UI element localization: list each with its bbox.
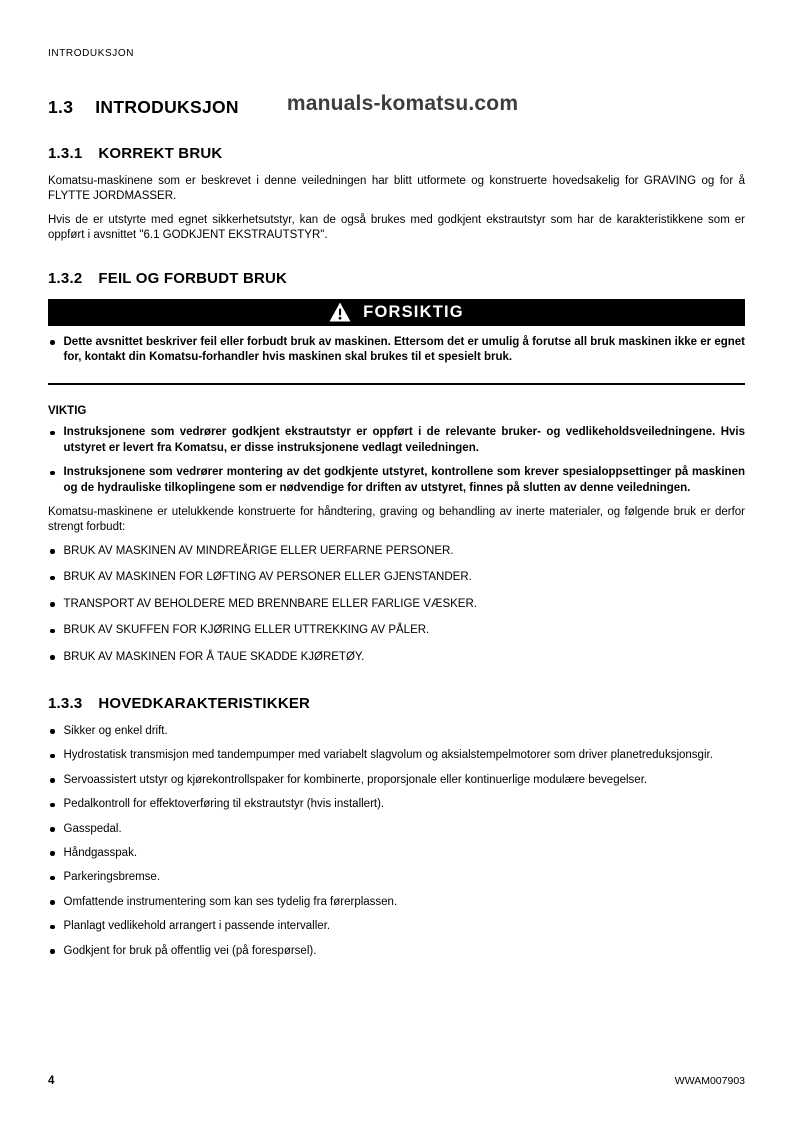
- caution-banner: [48, 299, 745, 326]
- bullet-icon: [50, 851, 55, 856]
- forbidden-use-item: BRUK AV MASKINEN FOR LØFTING AV PERSONER ELLER GJENSTANDER.: [48, 570, 745, 585]
- feature-item: Hydrostatisk transmisjon med tandempumper med variabelt slagvolum og aksialstempelmotorer som driver planetreduksjonsgir.: [48, 748, 745, 763]
- section-number: 1.3: [48, 97, 74, 117]
- section-1-3-2: [48, 270, 745, 665]
- caution-box: [48, 299, 745, 386]
- forbidden-use-item: TRANSPORT AV BEHOLDERE MED BRENNBARE ELLER FARLIGE VÆSKER.: [48, 597, 745, 612]
- bullet-icon: [50, 778, 55, 783]
- feature-item: Håndgasspak.: [48, 846, 745, 861]
- subsection-heading: [48, 695, 745, 712]
- bullet-icon: [50, 655, 55, 660]
- bullet-icon: [50, 900, 55, 905]
- bullet-icon: [50, 925, 55, 930]
- feature-item: Omfattende instrumentering som kan ses tydelig fra førerplassen.: [48, 895, 745, 910]
- subsection-heading: [48, 145, 745, 162]
- bullet-icon: [50, 602, 55, 607]
- feature-item: Sikker og enkel drift.: [48, 724, 745, 739]
- subsection-number: 1.3.3: [48, 694, 83, 712]
- bullet-icon: [50, 431, 55, 436]
- bullet-icon: [50, 949, 55, 954]
- forbidden-use-item: BRUK AV SKUFFEN FOR KJØRING ELLER UTTREKKING AV PÅLER.: [48, 623, 745, 638]
- bullet-icon: [50, 471, 55, 476]
- bullet-icon: [50, 340, 55, 345]
- paragraph: Komatsu-maskinene som er beskrevet i denne veiledningen har blitt utformete og konstruerte hovedsakelig for GRAVING og for å FLYTTE JORDMASSER.: [48, 175, 745, 203]
- page-number: 4: [48, 1075, 55, 1087]
- warning-triangle-icon: [329, 302, 351, 322]
- document-code: WWAM007903: [674, 1075, 745, 1087]
- watermark-text: manuals-komatsu.com: [286, 92, 519, 115]
- important-item: Instruksjonene som vedrører montering av det godkjente utstyret, kontrollene som krever spesialoppsettinger på maskinen og de hydrauliske tilkoplingene som er nødvendige for driften av utstyret, finnes på slutten av denne veiledningen.: [48, 465, 745, 496]
- subsection-number: 1.3.2: [48, 269, 83, 287]
- forbidden-use-item: BRUK AV MASKINEN AV MINDREÅRIGE ELLER UERFARNE PERSONER.: [48, 544, 745, 559]
- subsection-heading: [48, 270, 745, 287]
- caution-label: FORSIKTIG: [363, 302, 464, 321]
- section-1-3-3: [48, 695, 745, 959]
- running-header: INTRODUKSJON: [48, 48, 135, 59]
- bullet-icon: [50, 549, 55, 554]
- subsection-title: HOVEDKARAKTERISTIKKER: [98, 694, 311, 712]
- section-title: INTRODUKSJON: [95, 97, 239, 117]
- page-title: [48, 97, 239, 118]
- bullet-icon: [50, 754, 55, 759]
- bullet-icon: [50, 576, 55, 581]
- bullet-icon: [50, 803, 55, 808]
- bullet-icon: [50, 827, 55, 832]
- feature-item: Godkjent for bruk på offentlig vei (på forespørsel).: [48, 944, 745, 959]
- section-heading-1-3: [48, 92, 745, 119]
- bullet-icon: [50, 629, 55, 634]
- feature-item: Servoassistert utstyr og kjørekontrollspaker for kombinerte, proporsjonale eller kontinuerlige modulære bevegelser.: [48, 773, 745, 788]
- important-label: VIKTIG: [48, 405, 87, 418]
- feature-item: Gasspedal.: [48, 822, 745, 837]
- feature-item: Planlagt vedlikehold arrangert i passende intervaller.: [48, 919, 745, 934]
- paragraph: Hvis de er utstyrte med egnet sikkerhetsutstyr, kan de også brukes med godkjent ekstrautstyr som har de karakteristikkene som er oppført i avsnittet "6.1 GODKJENT EKSTRAUTSTYR".: [48, 213, 745, 242]
- paragraph: Komatsu-maskinene er utelukkende konstruerte for håndtering, graving og behandling av inerte materialer, og følgende bruk er derfor strengt forbudt:: [48, 506, 745, 534]
- forbidden-use-item: BRUK AV MASKINEN FOR Å TAUE SKADDE KJØRETØY.: [48, 650, 745, 665]
- section-1-3-1: [48, 145, 745, 244]
- important-item: Instruksjonene som vedrører godkjent ekstrautstyr er oppført i de relevante bruker- og vedlikeholdsveiledningene. Hvis utstyret er levert fra Komatsu, er disse instruksjonene vedlagt veiledningen.: [48, 425, 745, 456]
- subsection-title: FEIL OG FORBUDT BRUK: [98, 269, 288, 287]
- subsection-title: KORREKT BRUK: [98, 145, 223, 162]
- bullet-icon: [50, 876, 55, 881]
- subsection-number: 1.3.1: [48, 145, 83, 162]
- caution-item: Dette avsnittet beskriver feil eller forbudt bruk av maskinen. Ettersom det er umulig å forutse all bruk maskinen ikke er egnet for, kontakt din Komatsu-forhandler hvis maskinen skal brukes til et spesielt bruk.: [48, 335, 745, 366]
- bullet-icon: [50, 729, 55, 734]
- feature-item: Parkeringsbremse.: [48, 870, 745, 885]
- feature-item: Pedalkontroll for effektoverføring til ekstrautstyr (hvis installert).: [48, 797, 745, 812]
